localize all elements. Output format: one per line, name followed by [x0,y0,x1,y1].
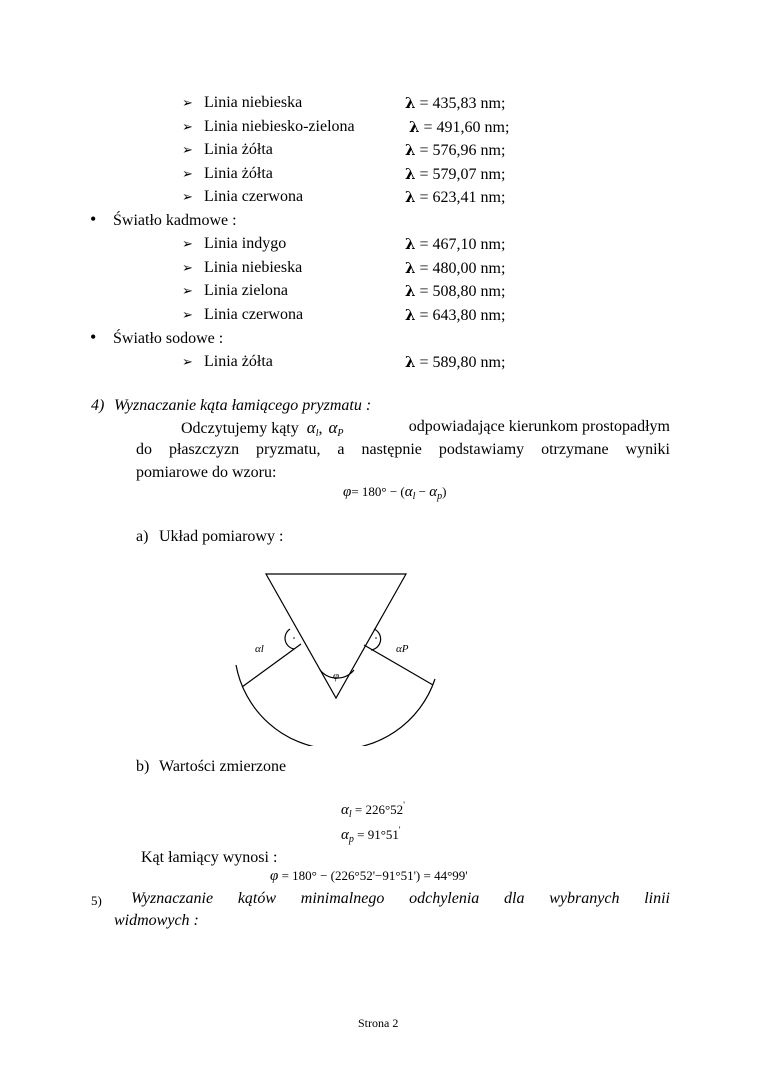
diagram-label-alpha-p: αP [396,643,409,655]
lambda-symbol: λ [405,259,416,277]
line-label: Linia żółta [204,353,273,370]
bullet-dot-icon: • [90,327,97,347]
alpha-symbol: α [404,484,413,500]
angle-arc-right [371,629,381,650]
value-text: = 491,60 nm; [423,119,510,136]
alpha-symbol: α [341,827,349,843]
arrow-bullet-icon: ➢ [182,143,193,158]
normal-line-left [242,644,301,687]
value-text: = 589,80 nm; [419,354,506,371]
phi-symbol: φ [343,484,352,500]
subsection-title: Układ pomiarowy : [159,528,284,545]
paragraph-line-2: do płaszczyzn pryzmatu, a następnie podstawiamy otrzymane wyniki [136,441,670,458]
arrow-bullet-icon: ➢ [182,355,193,370]
line-value [405,282,505,301]
arrow-bullet-icon: ➢ [182,284,193,299]
arrow-bullet-icon: ➢ [182,190,193,205]
value-text: = 435,83 nm; [419,95,506,112]
paragraph-line-3: pomiarowe do wzoru: [136,464,277,481]
angle-dot [293,637,295,639]
line-label: Linia niebieska [204,94,303,111]
line-label: Linia indygo [204,235,287,252]
lambda-symbol: λ [405,235,416,253]
measured-value: = 226°52 [354,802,404,817]
line-value [405,259,505,278]
arrow-bullet-icon: ➢ [182,308,193,323]
paragraph-line-1 [181,418,670,439]
angle-label: Kąt łamiący wynosi : [141,849,278,866]
section-number: 5) [91,893,102,908]
line-value [405,94,505,113]
line-label: Linia czerwona [204,306,304,323]
arrow-bullet-icon: ➢ [182,261,193,276]
prime-mark: ' [403,800,405,810]
line-value [405,306,505,325]
arrow-bullet-icon: ➢ [182,96,193,111]
line-label: Linia czerwona [204,188,304,205]
value-text: = 480,00 nm; [419,260,506,277]
prism-diagram [228,566,448,746]
lambda-symbol: λ [405,165,416,183]
angle-arc-left [285,629,294,649]
result-expression: = 180° − (226°52'−91°51') = 44°99' [281,868,468,883]
measured-alpha-l [341,800,405,820]
line-label: Linia niebiesko-zielona [204,118,355,135]
measured-alpha-p [341,825,401,845]
paragraph-text: Odczytujemy kąty [181,420,299,437]
lambda-symbol: λ [405,94,416,112]
line-label: Linia zielona [204,282,288,299]
lambda-symbol: λ [405,306,416,324]
subscript: l [348,809,352,820]
angle-result [270,868,468,885]
alpha-l-symbol: $\alpha_l$ [306,418,319,439]
subscript: p [437,491,443,502]
line-value [409,118,509,137]
line-label: Linia niebieska [204,259,303,276]
alpha-symbol: α [341,802,349,818]
paragraph-text: odpowiadające kierunkom prostopadłym [408,418,670,435]
value-text: = 579,07 nm; [419,166,506,183]
lambda-symbol: λ [405,188,416,206]
subscript: l [412,491,416,502]
prime-mark: ' [398,825,401,835]
section-title-line-2: widmowych : [114,912,199,929]
subsection-title: Wartości zmierzone [159,758,287,775]
line-value [405,235,505,254]
alpha-symbol: α [429,484,438,500]
lambda-symbol: λ [409,118,420,136]
section-heading: Światło kadmowe : [113,212,237,229]
lambda-symbol: λ [405,282,416,300]
arrow-bullet-icon: ➢ [182,167,193,182]
line-label: Linia żółta [204,165,273,182]
line-value [405,141,505,160]
subsection-marker: b) [136,758,150,775]
arrow-bullet-icon: ➢ [182,237,193,252]
formula-text: ) [442,484,447,499]
measured-value: = 91°51 [357,827,399,842]
formula-text: − [415,484,430,499]
line-value [405,353,505,372]
section-number: 4) [91,397,105,414]
line-label: Linia żółta [204,141,273,158]
arrow-bullet-icon: ➢ [182,120,193,135]
lambda-symbol: λ [405,353,416,371]
page-number: Strona 2 [358,1016,399,1030]
section-title: Wyznaczanie kątów minimalnego odchylenia dla wybranych linii [131,890,670,907]
value-text: = 643,80 nm; [419,307,506,324]
lambda-symbol: λ [405,141,416,159]
value-text: = 623,41 nm; [419,189,506,206]
line-value [405,188,505,207]
value-text: = 467,10 nm; [419,236,506,253]
formula-text: = 180° − ( [351,484,405,499]
angle-dot [375,637,377,639]
value-text: = 508,80 nm; [419,283,506,300]
subsection-marker: a) [136,528,149,545]
phi-symbol: φ [270,868,279,884]
alpha-p-symbol: $\alpha_P$ [328,418,344,439]
diagram-label-alpha-l: αl [255,643,264,655]
diagram-label-phi: φ [333,670,340,682]
section-heading: Światło sodowe : [113,330,224,347]
line-value [405,165,505,184]
value-text: = 576,96 nm; [419,142,506,159]
section-title: Wyznaczanie kąta łamiącego pryzmatu : [114,397,372,414]
subscript: p [348,834,354,845]
formula [343,484,446,502]
bullet-dot-icon: • [90,209,97,229]
comma: , [318,420,323,437]
